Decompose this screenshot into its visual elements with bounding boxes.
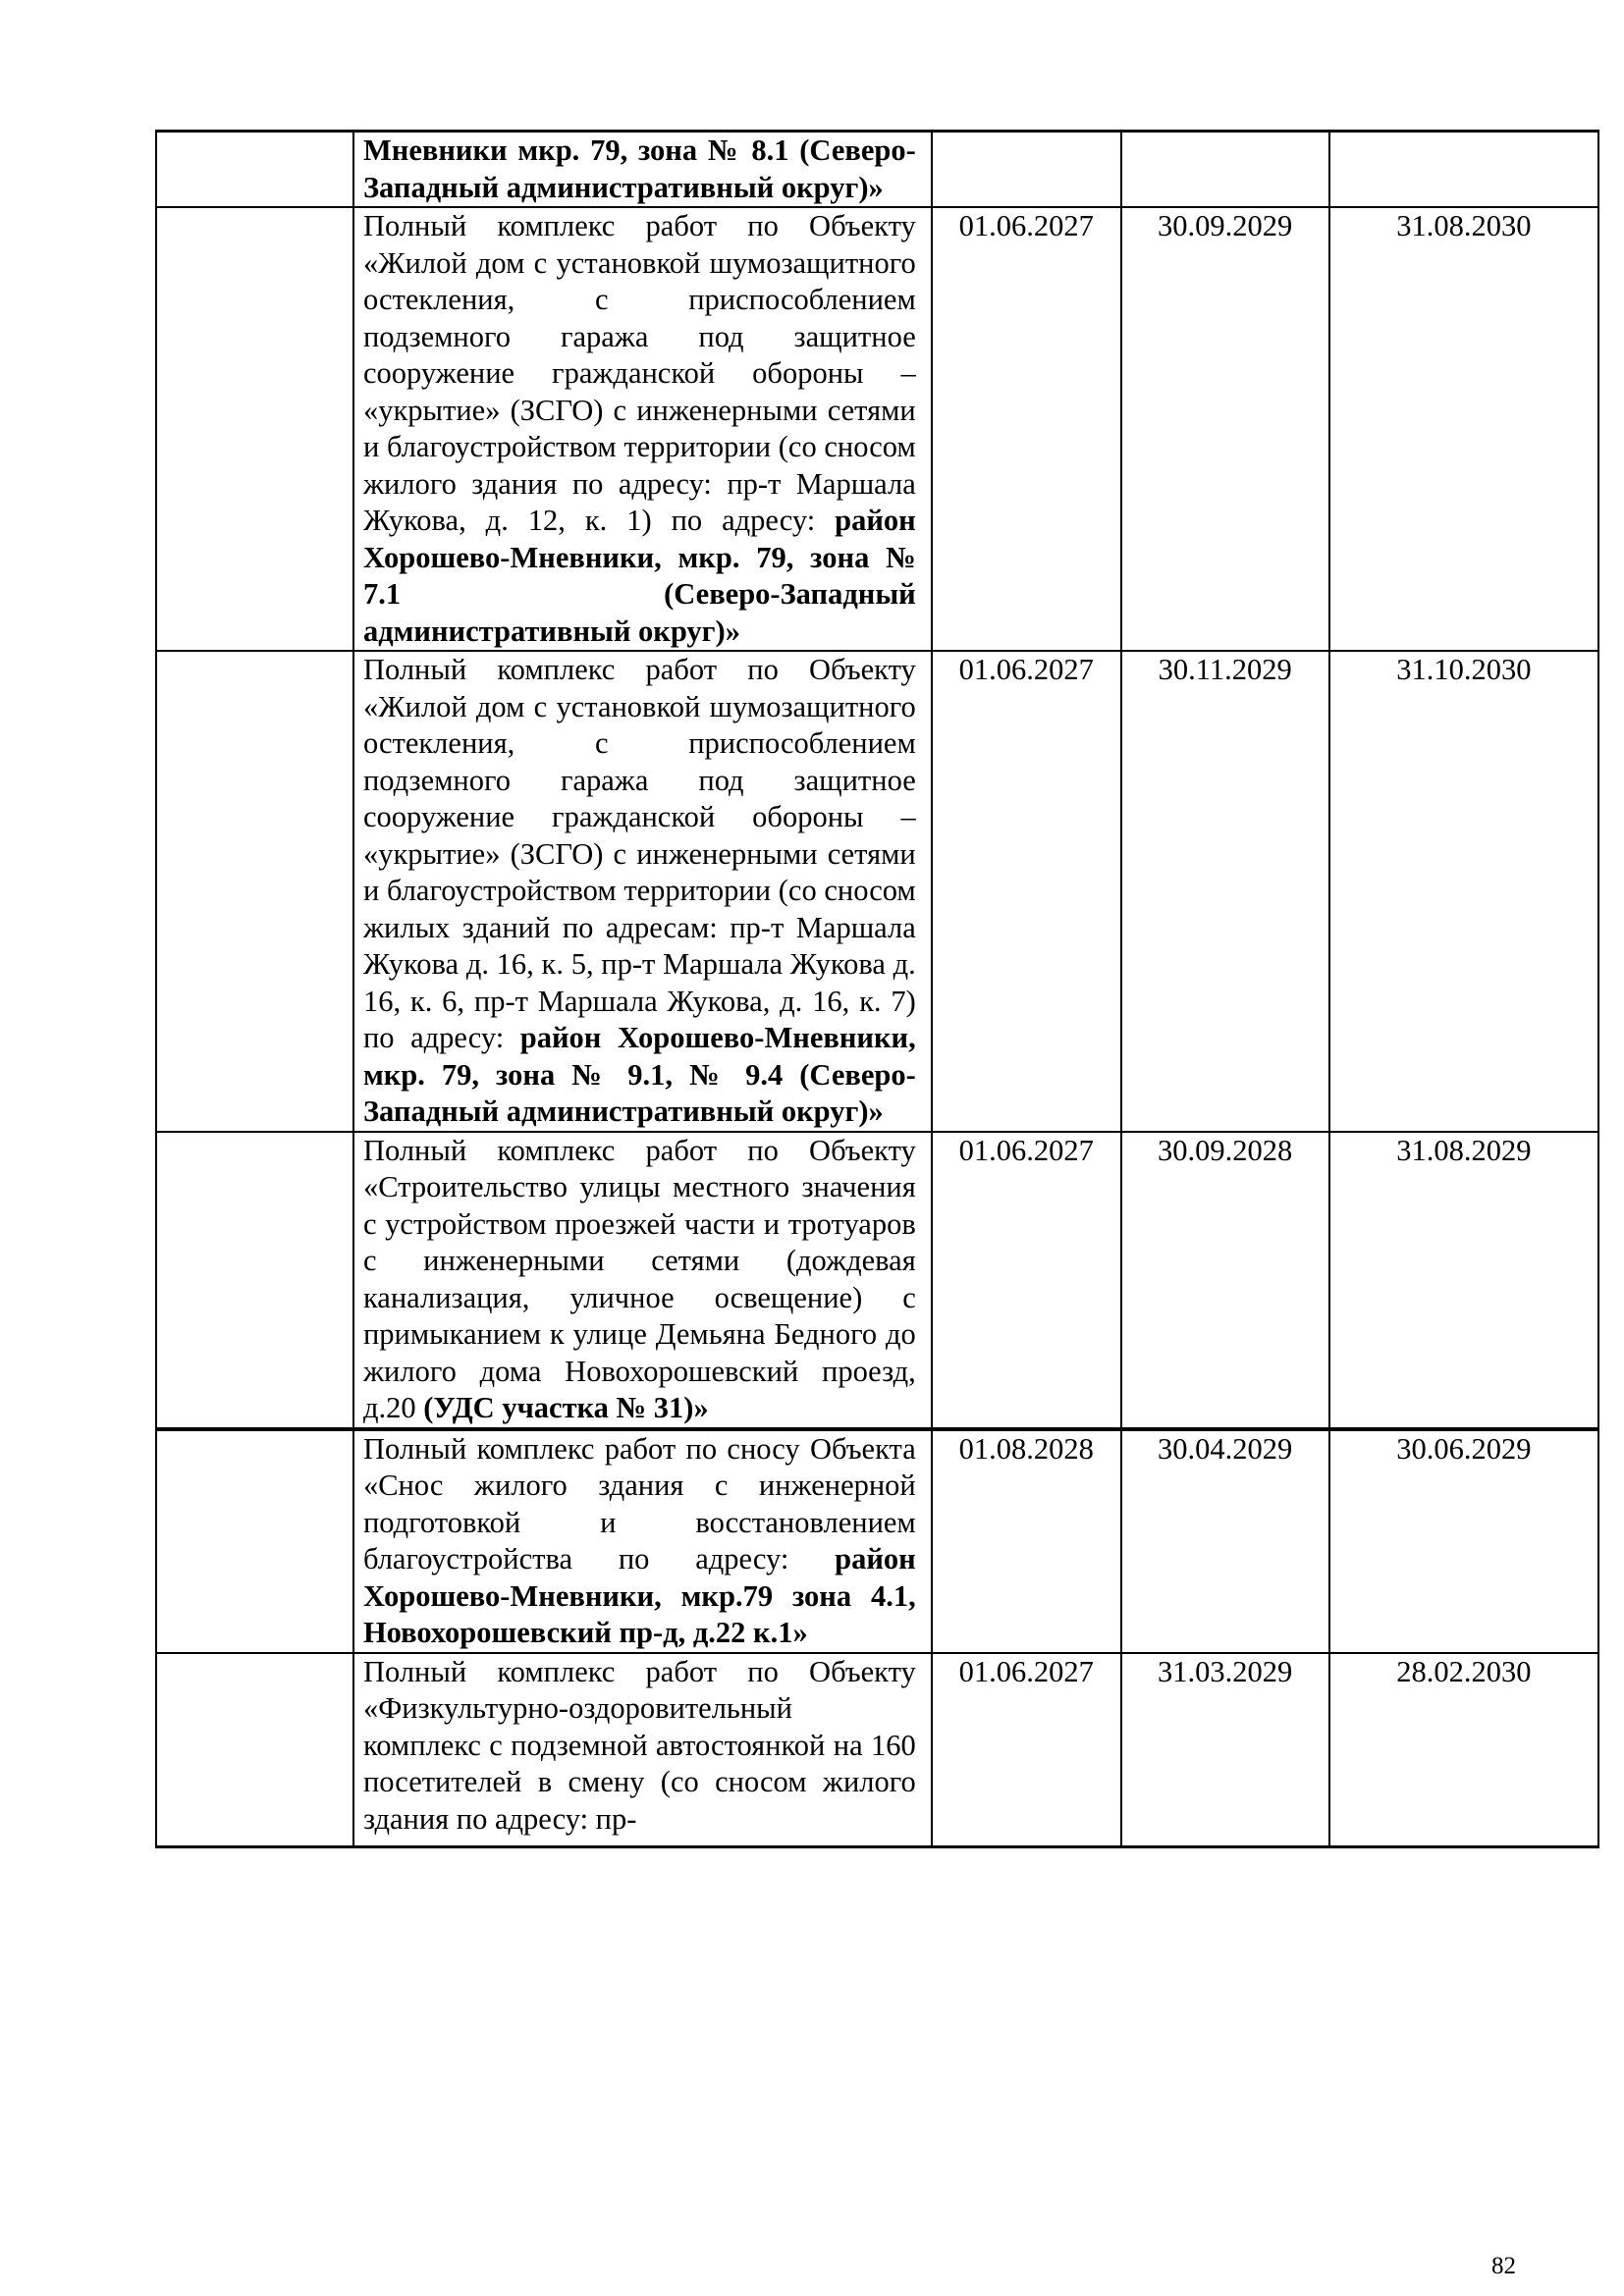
start-date-cell: 01.08.2028 [932,1429,1121,1653]
description-bold: Мневники мкр. 79, зона № 8.1 (Северо-Западный административный округ)» [362,133,916,204]
page-number: 82 [1491,2253,1516,2279]
start-date-cell: 01.06.2027 [932,1132,1121,1429]
object-description-cell [353,1429,932,1653]
start-date-cell [932,132,1121,208]
description-text: Полный комплекс работ по Объекту «Физкультурно-оздоровительный комплекс с подземной автостоянкой на 160 посетителей в смену (со сносом жилого здания по адресу: пр- [362,1654,916,1836]
end-date-cell: 30.11.2029 [1121,651,1329,1132]
final-date-cell [1329,132,1598,208]
object-description-cell [353,1132,932,1429]
final-date-cell: 31.08.2030 [1329,207,1598,651]
end-date-cell: 30.04.2029 [1121,1429,1329,1653]
table-row [156,1653,1598,1847]
start-date-cell: 01.06.2027 [932,1653,1121,1847]
row-number-cell [156,1132,353,1429]
description-text: Полный комплекс работ по сносу Объекта «Снос жилого здания с инженерной подготовкой и восстановлением благоустройства по адресу: [362,1431,916,1575]
final-date-cell: 31.10.2030 [1329,651,1598,1132]
final-date-cell: 30.06.2029 [1329,1429,1598,1653]
object-description-cell [353,207,932,651]
description-bold: (УДС участка № 31)» [423,1391,709,1424]
description-bold: район Хорошево-Мневники, мкр. 79, зона № 9.1, № 9.4 (Северо-Западный административный округ)» [362,1021,916,1128]
end-date-cell: 30.09.2028 [1121,1132,1329,1429]
description-text: Полный комплекс работ по Объекту «Жилой дом с установкой шумозащитного остекления, с приспособлением подземного гаража под защитное сооружение гражданской обороны – «укрытие» (ЗСГО) с инженерными сетями и благоустройством территории (со сносом жилого здания по адресу: пр-т Маршала Жукова, д. 12, к. 1) по адресу: [362,209,916,537]
row-number-cell [156,651,353,1132]
object-description-cell [353,651,932,1132]
object-description-cell [353,1653,932,1847]
schedule-table [155,130,1599,1848]
table-row [156,132,1598,208]
final-date-cell: 31.08.2029 [1329,1132,1598,1429]
description-bold: район Хорошево-Мневники, мкр. 79, зона № 7.1 (Северо-Западный административный округ)» [362,504,916,648]
row-number-cell [156,1429,353,1653]
row-number-cell [156,132,353,208]
description-bold: район Хорошево-Мневники, мкр.79 зона 4.1, Новохорошевский пр-д, д.22 к.1» [362,1542,916,1649]
object-description-cell [353,132,932,208]
row-number-cell [156,207,353,651]
end-date-cell: 30.09.2029 [1121,207,1329,651]
table-row [156,1132,1598,1429]
table-row [156,651,1598,1132]
start-date-cell: 01.06.2027 [932,207,1121,651]
row-number-cell [156,1653,353,1847]
table-row [156,207,1598,651]
start-date-cell: 01.06.2027 [932,651,1121,1132]
end-date-cell: 31.03.2029 [1121,1653,1329,1847]
final-date-cell: 28.02.2030 [1329,1653,1598,1847]
table-row [156,1429,1598,1653]
description-text: Полный комплекс работ по Объекту «Строительство улицы местного значения с устройством проезжей части и тротуаров с инженерными сетями (дождевая канализация, уличное освещение) с примыканием к улице Демьяна Бедного до жилого дома Новохорошевский проезд, д.20 [362,1133,916,1424]
description-text: Полный комплекс работ по Объекту «Жилой дом с установкой шумозащитного остекления, с приспособлением подземного гаража под защитное сооружение гражданской обороны – «укрытие» (ЗСГО) с инженерными сетями и благоустройством территории (со сносом жилых зданий по адресам: пр-т Маршала Жукова д. 16, к. 5, пр-т Маршала Жукова д. 16, к. 6, пр-т Маршала Жукова, д. 16, к. 7) по адресу: [362,653,916,1054]
end-date-cell [1121,132,1329,208]
